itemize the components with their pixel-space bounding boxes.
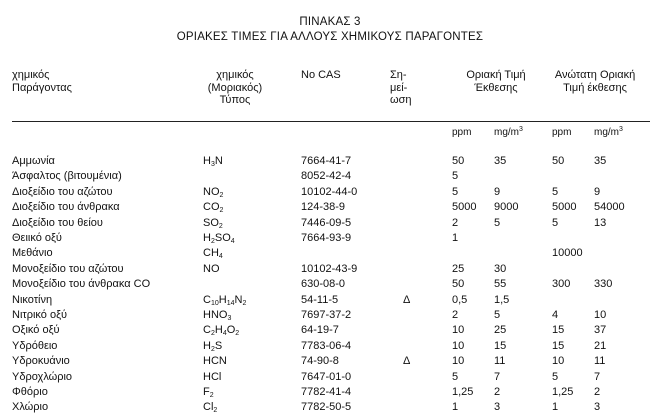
formula-symbol: Cl	[203, 401, 214, 414]
formula-symbol: C	[203, 324, 211, 337]
limit-mg: 55	[494, 278, 507, 291]
formula-subscript: 14	[226, 299, 235, 307]
max-ppm: 15	[552, 339, 565, 352]
chemical-formula	[203, 187, 223, 198]
limit-ppm: 50	[452, 155, 465, 167]
cas-number: 8052-42-4	[301, 170, 352, 183]
formula-symbol: SO	[214, 232, 231, 244]
agent-name: Διοξείδιο του αζώτου	[12, 185, 113, 198]
formula-symbol: C	[203, 293, 211, 306]
agent-name: Μονοξείδιο του άνθρακα CO	[12, 278, 151, 291]
cas-number: 7446-09-5	[301, 216, 352, 229]
formula-subscript: 4	[222, 330, 227, 338]
formula-subscript: 10	[210, 299, 219, 307]
max-mg: 2	[594, 386, 601, 398]
header-formula-line: Τύπος	[219, 94, 251, 106]
agent-name: Υδροχλώριο	[12, 370, 73, 383]
max-mg: 7	[594, 370, 601, 383]
limit-mg: 5	[494, 309, 501, 321]
max-mg: 10	[594, 309, 607, 321]
agent-name: Οξικό οξύ	[12, 324, 60, 337]
header-limit-line: Οριακή Τιμή	[466, 69, 526, 81]
limit-ppm: 5	[452, 370, 459, 383]
max-ppm: 50	[552, 155, 565, 167]
limit-mg: 1,5	[494, 293, 510, 306]
cas-number: 7783-06-4	[301, 339, 352, 352]
limit-mg: 15	[494, 339, 507, 352]
chemical-formula	[203, 325, 239, 336]
formula-symbol: H	[203, 155, 211, 167]
max-ppm: 1,25	[552, 386, 574, 398]
agent-name: Μονοξείδιο του αζώτου	[12, 262, 124, 275]
max-ppm: 1	[552, 401, 559, 414]
cas-number: 7782-50-5	[301, 401, 352, 414]
chemical-formula	[203, 156, 223, 167]
formula-subscript: 2	[210, 330, 215, 338]
agent-name: Φθόριο	[12, 386, 48, 398]
cas-number: 7664-93-9	[301, 232, 352, 244]
header-formula-line: χημικός	[216, 69, 254, 81]
header-notes-line: μεί-	[390, 81, 408, 94]
header-cas: No CAS	[301, 69, 341, 81]
max-mg: 21	[594, 339, 607, 352]
max-ppm: 5	[552, 185, 559, 198]
formula-subscript: 2	[242, 299, 247, 307]
formula-subscript: 2	[210, 345, 215, 353]
header-divider	[12, 121, 650, 122]
limit-ppm: 5000	[452, 201, 477, 214]
limit-mg: 2	[494, 386, 501, 398]
unit-mg-exponent: 3	[519, 126, 523, 133]
limit-mg: 9000	[494, 201, 519, 214]
max-ppm: 5	[552, 216, 559, 229]
formula-symbol: SO	[203, 216, 219, 229]
chemical-formula	[203, 295, 246, 306]
limit-ppm: 5	[452, 185, 459, 198]
chemical-formula	[203, 202, 223, 213]
chemical-formula	[203, 248, 223, 259]
chemical-formula	[203, 310, 231, 321]
agent-name: Διοξείδιο του άνθρακα	[12, 201, 120, 214]
cas-number: 10102-44-0	[301, 185, 358, 198]
agent-name: Αμμωνία	[12, 155, 55, 167]
formula-subscript: 2	[213, 407, 218, 414]
cas-number: 7664-41-7	[301, 155, 352, 167]
limit-ppm: 10	[452, 339, 465, 352]
formula-subscript: 2	[235, 330, 240, 338]
header-agent-line: χημικός	[12, 69, 50, 81]
formula-subscript: 2	[219, 207, 224, 215]
header-formula-line: (Μοριακός)	[207, 81, 263, 94]
chemical-formula	[203, 387, 214, 398]
formula-symbol: S	[214, 339, 223, 352]
header-max-limit-line: Τιμή έκθεσης	[563, 81, 627, 94]
limit-ppm: 2	[452, 216, 459, 229]
header-max-limit-line: Ανώτατη Οριακή	[554, 69, 636, 81]
formula-subscript: 4	[218, 253, 223, 261]
header-agent	[12, 69, 72, 94]
formula-symbol: N	[214, 155, 223, 167]
limit-ppm: 2	[452, 309, 459, 321]
limit-mg: 3	[494, 401, 501, 414]
limit-ppm: 5	[452, 170, 459, 183]
max-mg: 13	[594, 216, 607, 229]
note-mark: Δ	[403, 293, 411, 306]
cas-number: 7647-01-0	[301, 370, 352, 383]
formula-subscript: 2	[210, 238, 215, 245]
cas-number: 54-11-5	[301, 293, 339, 306]
cas-number: 10102-43-9	[301, 262, 358, 275]
formula-symbol: H	[214, 324, 223, 337]
max-mg: 330	[594, 278, 613, 291]
limit-ppm: 25	[452, 262, 465, 275]
limit-mg: 7	[494, 370, 501, 383]
formula-symbol: CH	[203, 247, 219, 260]
agent-name: Χλώριο	[12, 401, 49, 414]
formula-subscript: 2	[218, 222, 223, 230]
limit-ppm: 1,25	[452, 386, 474, 398]
cas-number: 7697-37-2	[301, 309, 352, 321]
agent-name: Υδροκυάνιο	[12, 355, 70, 368]
agent-name: Νικοτίνη	[12, 293, 53, 306]
unit-mg-exponent: 3	[619, 126, 623, 133]
formula-symbol: N	[234, 293, 243, 306]
agent-name: Υδρόθειο	[12, 339, 58, 352]
limit-mg: 35	[494, 155, 507, 167]
limit-mg: 5	[494, 216, 501, 229]
chemical-formula	[203, 341, 222, 352]
max-mg: 9	[594, 185, 601, 198]
header-agent-line: Παράγοντας	[12, 81, 72, 94]
chemical-formula	[203, 264, 220, 275]
max-ppm: 4	[552, 309, 559, 321]
chemical-formula	[203, 233, 235, 244]
agent-name: Θειικό οξύ	[12, 232, 62, 244]
formula-symbol: HNO	[203, 309, 228, 321]
limit-ppm: 1	[452, 401, 459, 414]
formula-subscript: 3	[227, 315, 232, 322]
unit-ppm-max: ppm	[552, 127, 572, 138]
cas-number: 64-19-7	[301, 324, 339, 337]
formula-symbol: O	[226, 324, 236, 337]
max-mg: 3	[594, 401, 601, 414]
limit-ppm: 0,5	[452, 293, 468, 306]
unit-mg-max	[594, 128, 623, 138]
cas-number: 74-90-8	[301, 355, 339, 368]
cas-number: 7782-41-4	[301, 386, 352, 398]
agent-name: Νιτρικό οξύ	[12, 309, 68, 321]
header-max-limit	[536, 69, 654, 94]
formula-symbol: H	[203, 339, 211, 352]
unit-mg-text: mg/m	[494, 127, 519, 138]
max-ppm: 15	[552, 324, 565, 337]
chemical-formula	[203, 402, 217, 413]
max-ppm: 300	[552, 278, 571, 291]
formula-symbol: NO	[203, 185, 220, 198]
unit-ppm-limit: ppm	[452, 127, 472, 138]
formula-subscript: 3	[210, 161, 215, 168]
max-ppm: 10	[552, 355, 565, 368]
formula-symbol: HCl	[203, 370, 222, 383]
unit-mg-limit	[494, 128, 523, 138]
max-ppm: 5	[552, 370, 559, 383]
limit-mg: 30	[494, 262, 507, 275]
header-limit	[446, 69, 546, 94]
header-notes-line: Ση-	[390, 69, 407, 81]
cas-number: 630-08-0	[301, 278, 346, 291]
limit-mg: 11	[494, 355, 506, 368]
unit-mg-text: mg/m	[594, 127, 619, 138]
max-mg: 35	[594, 155, 607, 167]
cas-number: 124-38-9	[301, 201, 346, 214]
limit-ppm: 10	[452, 324, 465, 337]
table-subtitle: ΟΡΙΑΚΕΣ ΤΙΜΕΣ ΓΙΑ ΑΛΛΟΥΣ ΧΗΜΙΚΟΥΣ ΠΑΡΑΓΟΝΤΕΣ	[176, 31, 484, 43]
header-formula	[180, 69, 290, 107]
header-notes-line: ωση	[390, 94, 412, 106]
formula-symbol: HCN	[203, 355, 227, 368]
formula-symbol: H	[218, 293, 227, 306]
chemical-formula	[203, 218, 223, 229]
limit-ppm: 10	[452, 355, 465, 368]
limit-ppm: 1	[452, 232, 459, 244]
formula-subscript: 2	[209, 392, 214, 399]
formula-symbol: NO	[203, 262, 220, 275]
header-notes	[390, 69, 412, 107]
header-limit-line: Έκθεσης	[474, 81, 518, 94]
formula-subscript: 2	[219, 191, 224, 199]
limit-ppm: 50	[452, 278, 465, 291]
max-ppm: 10000	[552, 247, 583, 260]
max-ppm: 5000	[552, 201, 577, 214]
agent-name: Άσφαλτος (βιτουμένια)	[12, 170, 122, 183]
formula-symbol: CO	[203, 201, 220, 214]
limit-mg: 25	[494, 324, 507, 337]
chemical-formula	[203, 356, 227, 367]
formula-symbol: H	[203, 232, 211, 244]
max-mg: 37	[594, 324, 607, 337]
limit-mg: 9	[494, 185, 501, 198]
max-mg: 54000	[594, 201, 625, 214]
agent-name: Μεθάνιο	[12, 247, 53, 260]
agent-name: Διοξείδιο του θείου	[12, 216, 103, 229]
max-mg: 11	[594, 355, 606, 368]
formula-subscript: 4	[230, 238, 235, 245]
table-title: ΠΙΝΑΚΑΣ 3	[299, 16, 361, 28]
chemical-formula	[203, 372, 221, 383]
formula-symbol: F	[203, 386, 210, 398]
note-mark: Δ	[403, 355, 411, 368]
